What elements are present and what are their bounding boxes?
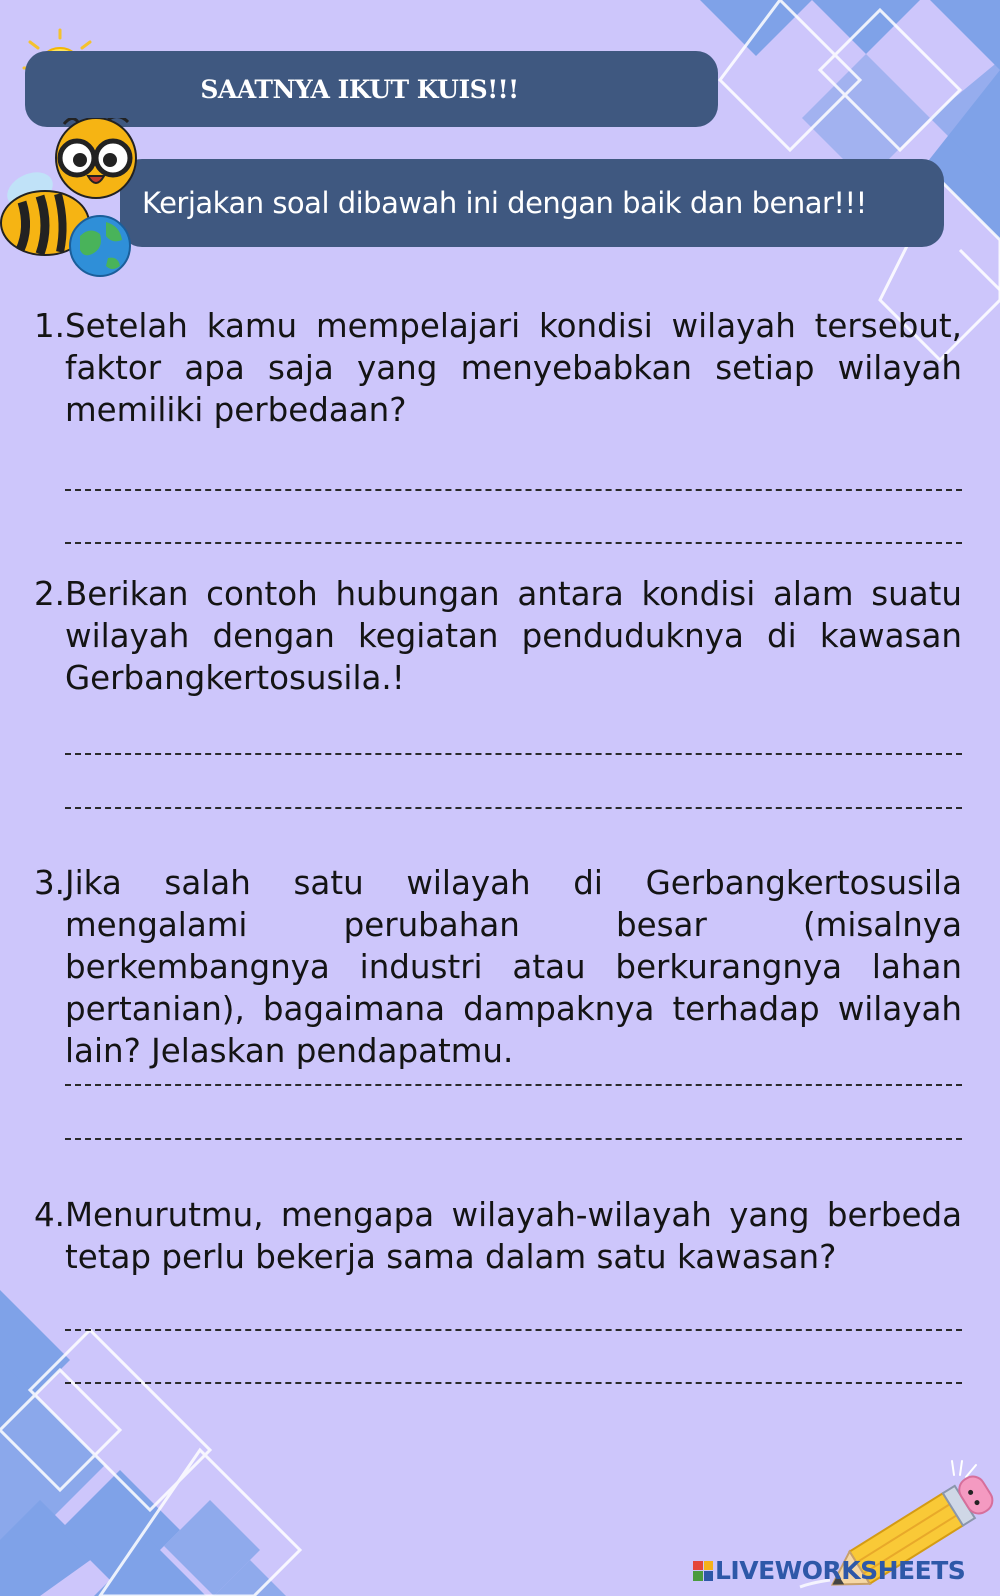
question-number: 3.	[34, 864, 66, 902]
answer-line-2b[interactable]	[65, 807, 962, 809]
instruction-bar	[120, 159, 944, 247]
answer-line-4b[interactable]	[65, 1382, 962, 1384]
question-number: 4.	[34, 1196, 66, 1234]
question-text: Jika salah satu wilayah di Gerbangkertosusila mengalami perubahan besar (misalnya berkembangnya industri atau berkurangnya lahan pertanian), bagaimana dampaknya terhadap wilayah lain? Jelaskan pendapatmu.	[65, 864, 962, 1070]
liveworksheets-logo-icon	[693, 1561, 713, 1581]
question-2	[34, 573, 962, 699]
answer-line-2a[interactable]	[65, 753, 962, 755]
question-text: Menurutmu, mengapa wilayah-wilayah yang berbeda tetap perlu bekerja sama dalam satu kawasan?	[65, 1196, 962, 1276]
answer-line-3a[interactable]	[65, 1084, 962, 1086]
question-1	[34, 305, 962, 431]
quiz-title: SAATNYA IKUT KUIS!!!	[200, 74, 519, 104]
question-text: Berikan contoh hubungan antara kondisi alam suatu wilayah dengan kegiatan penduduknya di kawasan Gerbangkertosusila.!	[65, 575, 962, 697]
instruction-text: Kerjakan soal dibawah ini dengan baik dan benar!!!	[142, 186, 867, 220]
bee-mascot-icon	[0, 118, 150, 283]
answer-line-3b[interactable]	[65, 1138, 962, 1140]
answer-line-4a[interactable]	[65, 1329, 962, 1331]
brand-name: LIVEWORKSHEETS	[715, 1556, 966, 1585]
question-text: Setelah kamu mempelajari kondisi wilayah tersebut, faktor apa saja yang menyebabkan setiap wilayah memiliki perbedaan?	[65, 307, 962, 429]
question-4	[34, 1194, 962, 1278]
question-3	[34, 862, 962, 1072]
quiz-title-bar	[25, 51, 718, 127]
liveworksheets-brand	[693, 1556, 965, 1585]
answer-line-1b[interactable]	[65, 542, 962, 544]
answer-line-1a[interactable]	[65, 489, 962, 491]
question-number: 1.	[34, 307, 66, 345]
question-number: 2.	[34, 575, 66, 613]
